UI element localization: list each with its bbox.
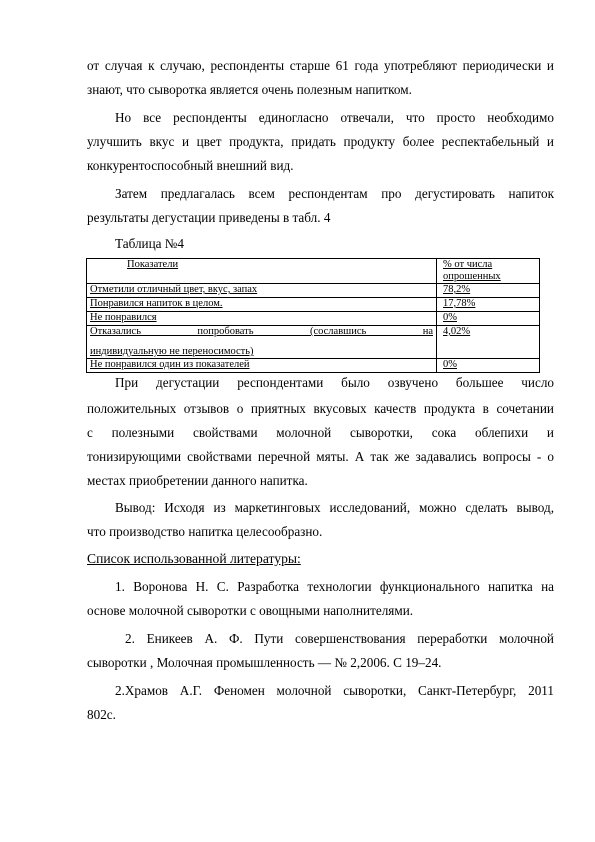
paragraph-line: положительных отзывов о приятных вкусовых качеств продукта в сочетании xyxy=(87,401,554,416)
paragraph-line: знают, что сыворотка является очень полезным напитком. xyxy=(87,82,412,97)
paragraph-line: с полезными свойствами молочной сыворотки, сока облепихи и xyxy=(87,425,554,440)
reference-line: 1. Воронова Н. С. Разработка технологии функционального напитка на xyxy=(115,579,554,594)
paragraph-line: от случая к случаю, респонденты старше 61 года употребляют периодически и xyxy=(87,58,554,73)
reference-line: 2.Храмов А.Г. Феномен молочной сыворотки, Санкт-Петербург, 2011 xyxy=(115,683,554,698)
paragraph-line: улучшить вкус и цвет продукта, придать продукту более респектабельный и xyxy=(87,134,554,149)
table-row xyxy=(87,326,540,359)
paragraph-line: местах приобретении данного напитка. xyxy=(87,473,308,488)
references-heading: Список использованной литературы: xyxy=(87,551,301,566)
reference-line: сыворотки , Молочная промышленность — № 2,2006. С 19–24. xyxy=(87,655,442,670)
table-row xyxy=(87,298,540,312)
results-table xyxy=(86,258,540,373)
table-cell-indicator: Отметили отличный цвет, вкус, запах xyxy=(87,284,437,298)
table-cell-percent: 0% xyxy=(437,359,540,373)
table-cell-indicator xyxy=(87,326,437,359)
paragraph-line: результаты дегустации приведены в табл. 4 xyxy=(87,210,331,225)
paragraph-line: конкурентоспособный внешний вид. xyxy=(87,158,294,173)
table-cell-indicator-line1: Отказались попробовать (сославшись на xyxy=(90,326,433,337)
reference-line: основе молочной сыворотки с овощными наполнителями. xyxy=(87,603,414,618)
reference-line: 2. Еникеев А. Ф. Пути совершенствования переработки молочной xyxy=(125,631,554,646)
table-header-indicator: Показатели xyxy=(87,259,437,284)
paragraph-line: Вывод: Исходя из маркетинговых исследований, можно сделать вывод, xyxy=(115,500,554,515)
table-cell-indicator: Не понравился один из показателей xyxy=(87,359,437,373)
table-cell-indicator-line2: индивидуальную не переносимость) xyxy=(90,346,254,357)
table-header-row xyxy=(87,259,540,284)
table-cell-percent: 4,02% xyxy=(437,326,540,359)
paragraph-line: что производство напитка целесообразно. xyxy=(87,524,323,539)
table-cell-indicator: Понравился напиток в целом. xyxy=(87,298,437,312)
table-caption: Таблица №4 xyxy=(115,236,184,251)
table-cell-percent: 17,78% xyxy=(437,298,540,312)
table-row xyxy=(87,284,540,298)
table-cell-percent: 78,2% xyxy=(437,284,540,298)
reference-line: 802с. xyxy=(87,707,116,722)
paragraph-line: Но все респонденты единогласно отвечали, что просто необходимо xyxy=(115,110,554,125)
paragraph-line: тонизирующими свойствами перечной мяты. А так же задавались вопросы - о xyxy=(87,449,554,464)
paragraph-line: При дегустации респондентами было озвучено большее число xyxy=(115,375,554,390)
table-cell-percent: 0% xyxy=(437,312,540,326)
table-row xyxy=(87,312,540,326)
table-cell-indicator: Не понравился xyxy=(87,312,437,326)
table-header-percent: % от числа опрошенных xyxy=(437,259,540,284)
paragraph-line: Затем предлагалась всем респондентам про дегустировать напиток xyxy=(115,186,554,201)
table-row xyxy=(87,359,540,373)
